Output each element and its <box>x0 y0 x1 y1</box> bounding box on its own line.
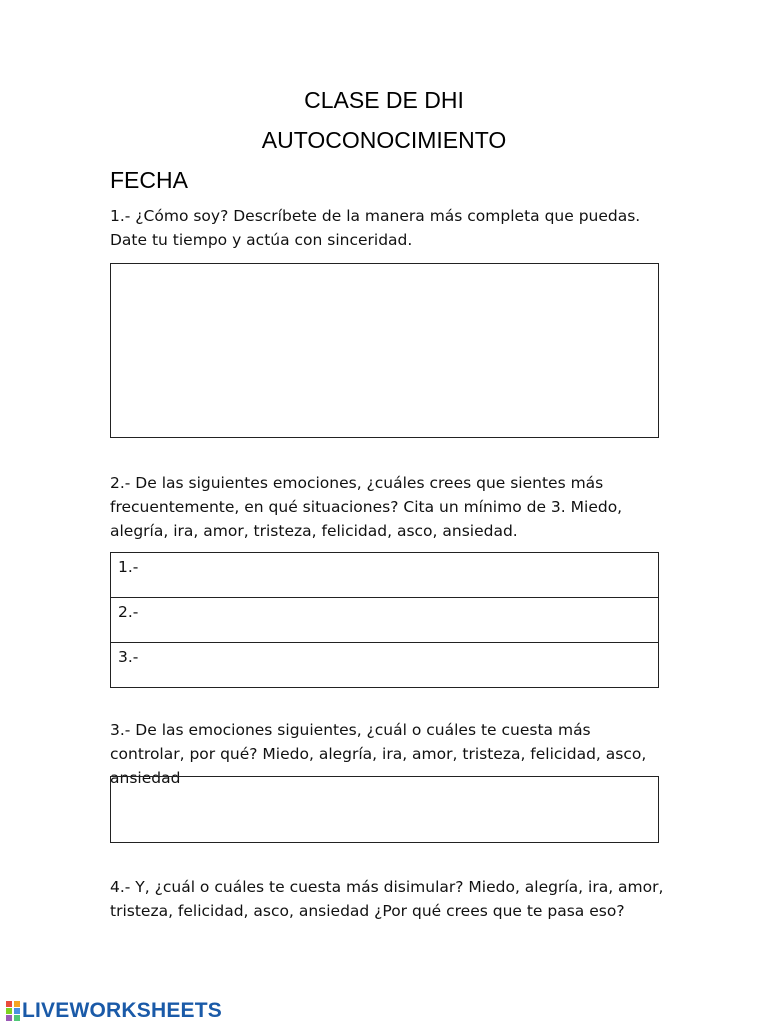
answer-box-1[interactable] <box>110 263 659 438</box>
answer-row-3[interactable] <box>111 643 658 687</box>
row-label: 3.- <box>118 648 139 666</box>
worksheet-subtitle: AUTOCONOCIMIENTO <box>261 127 507 153</box>
question-1: 1.- ¿Cómo soy? Descríbete de la manera más completa que puedas. Date tu tiempo y actúa con sinceridad. <box>110 207 641 249</box>
question-4: 4.- Y, ¿cuál o cuáles te cuesta más disimular? Miedo, alegría, ira, amor, tristeza, felicidad, asco, ansiedad ¿Por qué crees que te pasa eso? <box>110 878 664 920</box>
liveworksheets-icon <box>6 1001 20 1021</box>
question-2: 2.- De las siguientes emociones, ¿cuáles crees que sientes más frecuentemente, en qué situaciones? Cita un mínimo de 3. Miedo, alegría, ira, amor, tristeza, felicidad, asco, ansiedad. <box>110 474 623 540</box>
row-label: 2.- <box>118 603 139 621</box>
date-label: FECHA <box>110 167 188 193</box>
row-label: 1.- <box>118 558 139 576</box>
brand-name: LIVEWORKSHEETS <box>22 999 222 1022</box>
worksheet-title: CLASE DE DHI <box>304 87 464 113</box>
question-3: 3.- De las emociones siguientes, ¿cuál o cuáles te cuesta más controlar, por qué? Miedo, alegría, ira, amor, tristeza, felicidad, asco, ansiedad <box>110 721 647 787</box>
answer-row-1[interactable] <box>111 553 658 598</box>
answer-box-3[interactable] <box>110 776 659 843</box>
liveworksheets-logo[interactable] <box>6 999 222 1023</box>
answer-row-2[interactable] <box>111 598 658 643</box>
answer-table-2 <box>110 552 659 688</box>
